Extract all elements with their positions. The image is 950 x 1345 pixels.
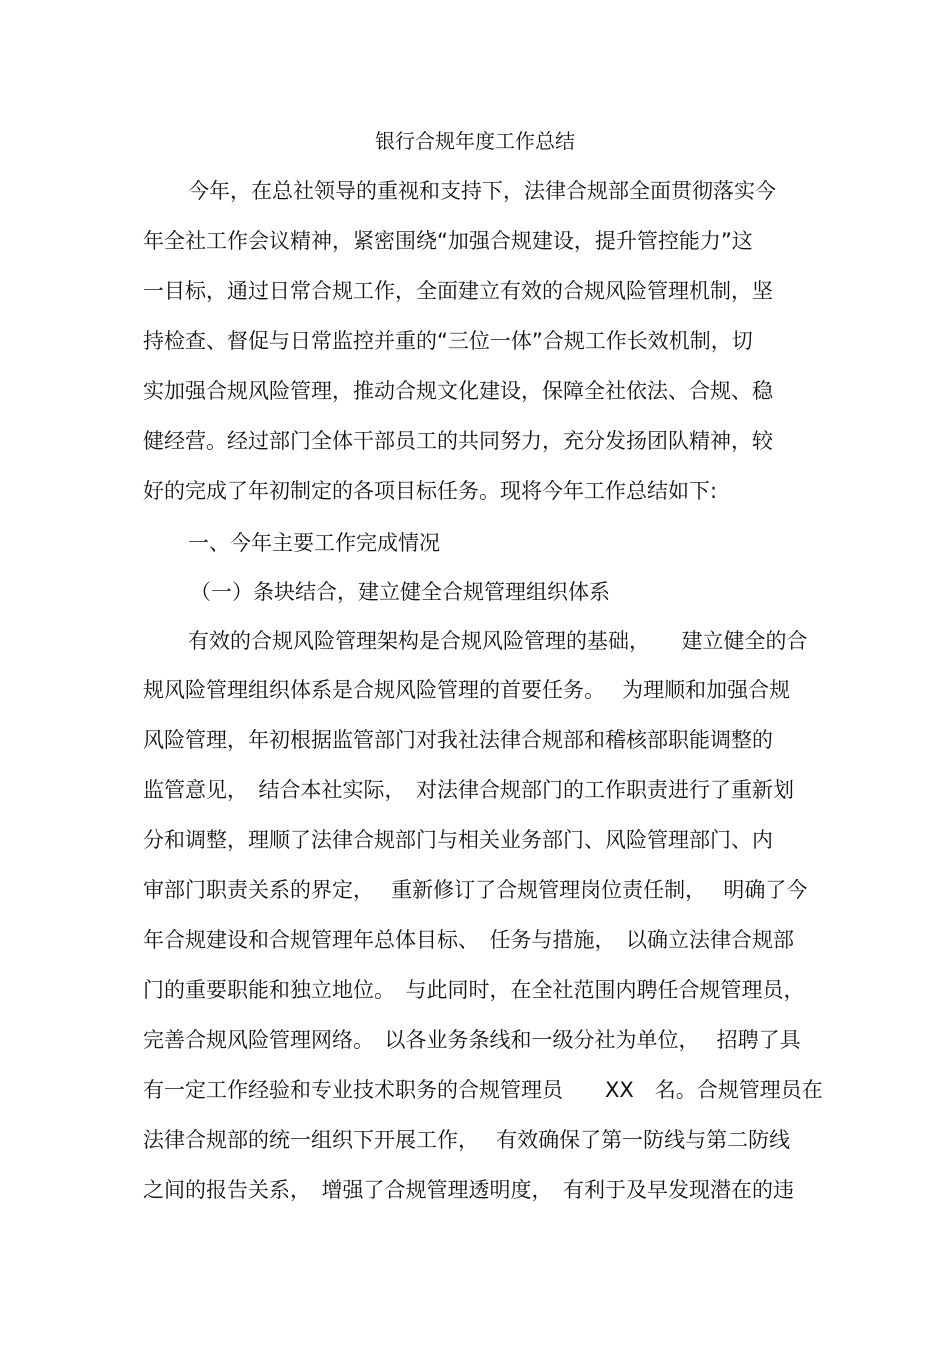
paragraph-line: 年全社工作会议精神，紧密围绕“加强合规建设，提升管控能力”这 [143, 229, 753, 253]
paragraph-line: 规风险管理组织体系是合规风险管理的首要任务。 为理顺和加强合规 [143, 678, 791, 702]
paragraph-line: 法律合规部的统一组织下开展工作， 有效确保了第一防线与第二防线 [143, 1128, 791, 1152]
paragraph-line: 之间的报告关系， 增强了合规管理透明度， 有利于及早发现潜在的违 [143, 1178, 794, 1202]
paragraph-line: 今年，在总社领导的重视和支持下，法律合规部全面贯彻落实今 [188, 179, 776, 203]
section-heading: 一、今年主要工作完成情况 [188, 531, 440, 555]
paragraph-line: 好的完成了年初制定的各项目标任务。现将今年工作总结如下: [143, 479, 718, 503]
paragraph-line: 健经营。经过部门全体干部员工的共同努力，充分发扬团队精神，较 [143, 429, 773, 453]
paragraph-line: 实加强合规风险管理，推动合规文化建设，保障全社依法、合规、稳 [143, 379, 773, 403]
paragraph-line: 一目标，通过日常合规工作，全面建立有效的合规风险管理机制，坚 [143, 279, 773, 303]
paragraph-line: 有效的合规风险管理架构是合规风险管理的基础， 建立健全的合 [188, 629, 808, 653]
paragraph-line: 风险管理，年初根据监管部门对我社法律合规部和稽核部职能调整的 [143, 728, 773, 752]
paragraph-line: 分和调整，理顺了法律合规部门与相关业务部门、风险管理部门、内 [143, 828, 773, 852]
document-title: 银行合规年度工作总结 [375, 129, 575, 153]
paragraph-line: 年合规建设和合规管理年总体目标、 任务与措施， 以确立法律合规部 [143, 928, 794, 952]
paragraph-line: 完善合规风险管理网络。 以各业务条线和一级分社为单位， 招聘了具 [143, 1028, 801, 1052]
paragraph-line: 审部门职责关系的界定， 重新修订了合规管理岗位责任制， 明确了今 [143, 878, 808, 902]
paragraph-line: 门的重要职能和独立地位。 与此同时，在全社范围内聘任合规管理员， [143, 978, 805, 1002]
paragraph-line: 持检查、督促与日常监控并重的“三位一体”合规工作长效机制，切 [143, 329, 753, 353]
paragraph-line: 监管意见， 结合本社实际， 对法律合规部门的工作职责进行了重新划 [143, 778, 794, 802]
paragraph-line: 有一定工作经验和专业技术职务的合规管理员 XX 名。合规管理员在 [143, 1078, 823, 1102]
subsection-heading: （一）条块结合，建立健全合规管理组织体系 [190, 580, 610, 604]
